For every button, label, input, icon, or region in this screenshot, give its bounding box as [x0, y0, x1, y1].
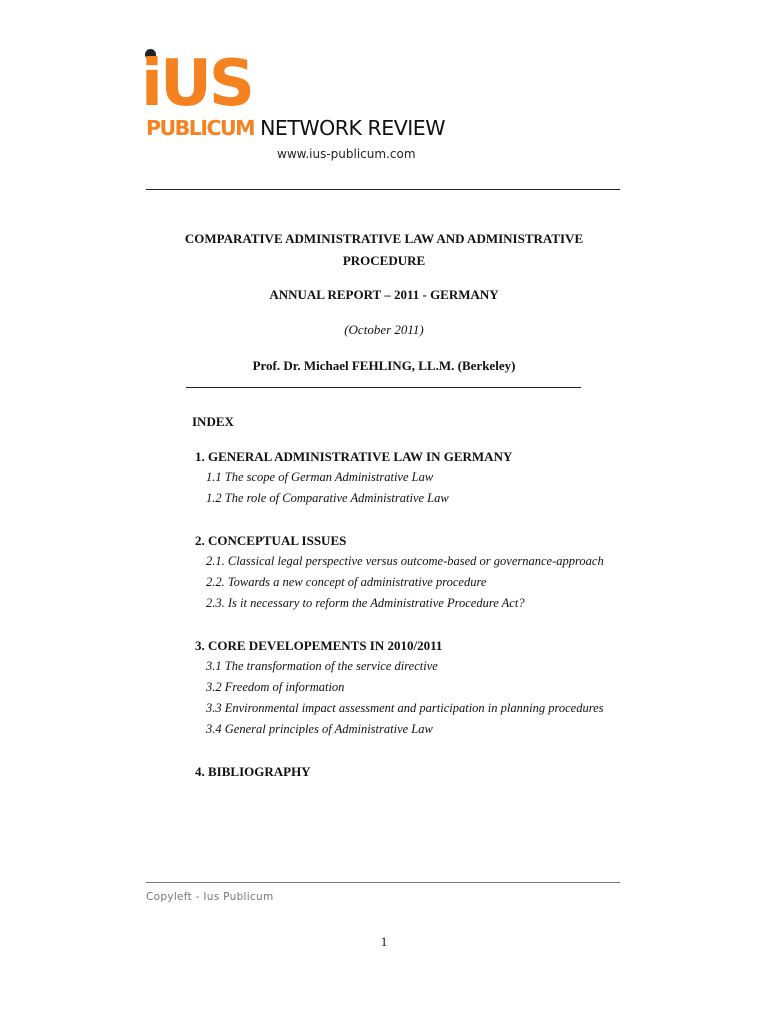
index-item: 1.2 The role of Comparative Administrative Law — [206, 491, 449, 505]
footer-copyleft: Copyleft - Ius Publicum — [146, 891, 274, 903]
index-item: 3.1 The transformation of the service directive — [206, 659, 438, 673]
section-heading: 1. GENERAL ADMINISTRATIVE LAW IN GERMANY — [195, 449, 513, 464]
index-heading: INDEX — [192, 414, 234, 429]
logo-wordmark — [146, 116, 445, 141]
index-item: 3.2 Freedom of information — [206, 680, 345, 694]
report-date: (October 2011) — [344, 322, 424, 337]
index-item: 1.1 The scope of German Administrative Law — [206, 470, 434, 484]
author-divider — [186, 387, 581, 388]
header-divider — [146, 189, 620, 190]
footer-divider — [146, 882, 620, 883]
logo-ius: iUS — [141, 47, 252, 121]
index-item: 2.2. Towards a new concept of administrative procedure — [206, 575, 487, 589]
index-item: 3.3 Environmental impact assessment and participation in planning procedures — [206, 701, 604, 715]
author: Prof. Dr. Michael FEHLING, LL.M. (Berkeley) — [252, 358, 516, 373]
website-url[interactable]: www.ius-publicum.com — [277, 147, 416, 161]
title-line-2: PROCEDURE — [342, 253, 426, 268]
section-heading: 2. CONCEPTUAL ISSUES — [195, 533, 347, 548]
index-item: 2.1. Classical legal perspective versus outcome-based or governance-approach — [206, 554, 604, 568]
logo-publicum: PUBLICUM — [146, 116, 255, 140]
logo-network-review: NETWORK REVIEW — [254, 116, 446, 140]
section-heading: 3. CORE DEVELOPEMENTS IN 2010/2011 — [195, 638, 443, 653]
title-line-1: COMPARATIVE ADMINISTRATIVE LAW AND ADMINISTRATIVE — [184, 231, 584, 246]
page-number: 1 — [380, 934, 388, 949]
section-heading: 4. BIBLIOGRAPHY — [195, 764, 311, 779]
document-title — [0, 228, 768, 272]
index-item: 3.4 General principles of Administrative Law — [206, 722, 433, 736]
index-item: 2.3. Is it necessary to reform the Administrative Procedure Act? — [206, 596, 525, 610]
report-subtitle: ANNUAL REPORT – 2011 - GERMANY — [269, 287, 499, 302]
